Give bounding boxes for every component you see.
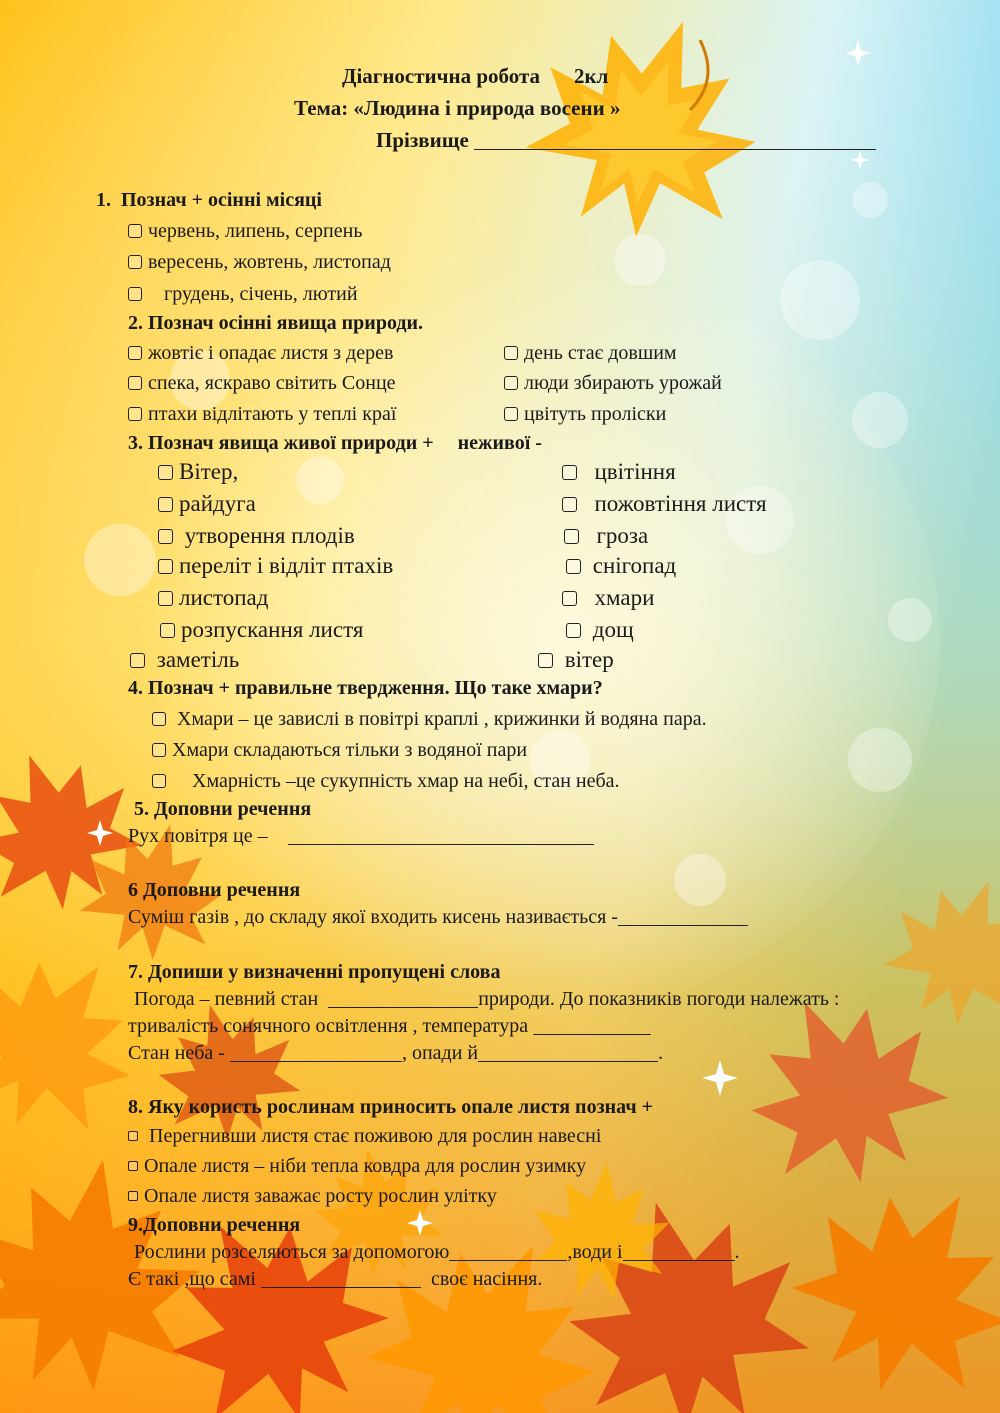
q2-checkbox[interactable] [504, 407, 518, 421]
q3-option [538, 648, 614, 671]
q9-blank-2[interactable] [623, 1242, 735, 1261]
q1-checkbox-2[interactable] [128, 255, 142, 269]
q8-title: 8. Яку користь рослинам приносить опале листя познач + [128, 1096, 654, 1118]
q7-line-2 [128, 1016, 651, 1036]
q9-text: Рослини розселяються за допомогою [134, 1241, 450, 1263]
q3-checkbox[interactable] [566, 623, 581, 638]
q7-text: природи. До показників погоди належать : [478, 988, 840, 1010]
q3-checkbox[interactable] [158, 591, 173, 606]
q4-option [152, 740, 527, 760]
grade-label: 2кл [574, 64, 609, 88]
q8-option [128, 1126, 601, 1146]
q3-option-label: переліт і відліт птахів [179, 553, 394, 578]
q6-title: 6 Доповни речення [128, 879, 301, 901]
q2-option [128, 343, 393, 363]
q9-blank-3[interactable] [261, 1269, 421, 1288]
q3-option [160, 618, 363, 641]
q7-line-3 [128, 1043, 663, 1063]
q2-option [504, 343, 677, 363]
q9-line-1 [134, 1242, 740, 1262]
q3-checkbox[interactable] [566, 559, 581, 574]
q3-option-label: пожовтіння листя [594, 491, 767, 516]
q4-option-label: Хмари – це завислі в повітрі краплі , крижинки й водяна пара. [177, 708, 707, 730]
q3-checkbox[interactable] [538, 653, 553, 668]
q2-option-label: птахи відлітають у теплі краї [148, 403, 397, 425]
q3-option [562, 586, 654, 609]
q3-title-live: 3. Познач явища живої природи + [128, 432, 434, 454]
q7-text: Погода – певний стан [134, 988, 319, 1010]
q1-text: Познач + осінні місяці [121, 189, 322, 211]
q3-option-label: хмари [594, 585, 655, 610]
q3-option [566, 618, 634, 641]
q4-option-label: Хмарність –це сукупність хмар на небі, стан неба. [192, 770, 620, 792]
doc-title: Діагностична робота [342, 64, 541, 88]
q2-option-label: день стає довшим [524, 342, 677, 364]
q2-option [504, 373, 722, 393]
q6-line [128, 907, 748, 927]
q5-text: Рух повітря це – [128, 825, 268, 847]
q7-blank-2[interactable] [533, 1016, 651, 1035]
q4-title: 4. Познач + правильне твердження. Що таке хмари? [128, 677, 603, 699]
q1-checkbox-3[interactable] [128, 287, 142, 301]
q2-checkbox[interactable] [128, 376, 142, 390]
q2-option-label: люди збирають урожай [524, 372, 722, 394]
q3-option-label: цвітіння [594, 459, 676, 484]
q4-option [152, 709, 707, 729]
q3-option-label: райдуга [179, 491, 256, 516]
q1-option [128, 284, 358, 304]
q3-option [158, 460, 238, 483]
q3-checkbox[interactable] [562, 591, 577, 606]
q6-text: Суміш газів , до складу якої входить кисень називається - [128, 906, 618, 928]
q1-option-label: вересень, жовтень, листопад [148, 251, 391, 273]
q8-checkbox[interactable] [128, 1191, 138, 1201]
q5-answer-field[interactable] [288, 826, 594, 845]
q3-option-label: Вітер, [179, 459, 239, 484]
q9-title: 9.Доповни речення [128, 1214, 301, 1236]
q8-option [128, 1186, 497, 1206]
q3-option-label: розпускання листя [181, 617, 364, 642]
q2-option [504, 404, 666, 424]
q3-checkbox[interactable] [562, 465, 577, 480]
doc-topic: Тема: «Людина і природа восени » [294, 96, 621, 120]
q1-option-label: червень, липень, серпень [148, 220, 363, 242]
q3-option-label: утворення плодів [184, 523, 355, 548]
q7-text: , опади й [401, 1042, 479, 1064]
q7-blank-1[interactable] [328, 989, 478, 1008]
q7-text: Стан неба - [128, 1042, 225, 1064]
q8-option-label: Перегнивши листя стає поживою для рослин навесні [149, 1125, 602, 1147]
q3-checkbox[interactable] [158, 529, 173, 544]
q2-checkbox[interactable] [128, 346, 142, 360]
q3-checkbox[interactable] [158, 465, 173, 480]
q3-option [562, 492, 767, 515]
q3-checkbox[interactable] [130, 653, 145, 668]
q9-line-2 [128, 1269, 542, 1289]
q1-title [96, 190, 322, 210]
q2-option-label: жовтіє і опадає листя з дерев [148, 342, 394, 364]
q2-title: 2. Познач осінні явища природи. [128, 312, 424, 334]
q3-option [158, 492, 256, 515]
q3-checkbox[interactable] [562, 497, 577, 512]
q3-checkbox[interactable] [160, 623, 175, 638]
q4-option-label: Хмари складаються тільки з водяної пари [172, 739, 528, 761]
surname-row [376, 130, 876, 151]
q3-option [158, 554, 393, 577]
q4-checkbox[interactable] [152, 743, 166, 757]
q5-title: 5. Доповни речення [134, 798, 312, 820]
q3-title [128, 433, 542, 453]
q3-checkbox[interactable] [564, 529, 579, 544]
q3-option [158, 524, 355, 547]
q3-option [564, 524, 648, 547]
q7-blank-4[interactable] [478, 1043, 658, 1062]
q9-text: ,води і [567, 1241, 623, 1263]
q1-option-label: грудень, січень, лютий [164, 283, 358, 305]
q1-option [128, 252, 391, 272]
q3-checkbox[interactable] [158, 497, 173, 512]
q3-option [130, 648, 239, 671]
q9-blank-1[interactable] [449, 1242, 567, 1261]
q2-checkbox[interactable] [128, 407, 142, 421]
q1-option [128, 221, 362, 241]
q5-line [128, 826, 594, 846]
q3-option-label: снігопад [592, 553, 677, 578]
q3-option-label: заметіль [156, 647, 240, 672]
q9-text: . [734, 1241, 740, 1263]
doc-title-line [342, 66, 608, 87]
surname-field[interactable] [474, 131, 876, 150]
q3-title-nonlive: неживої - [457, 432, 542, 454]
q7-line-1 [134, 989, 840, 1009]
q8-option [128, 1156, 586, 1176]
q9-text: своє насіння. [430, 1268, 543, 1290]
q2-option [128, 373, 396, 393]
q3-option-label: листопад [179, 585, 269, 610]
q1-checkbox-1[interactable] [128, 224, 142, 238]
q6-answer-field[interactable] [618, 907, 748, 926]
q3-option [566, 554, 676, 577]
q2-option-label: цвітуть проліски [524, 403, 667, 425]
q7-blank-3[interactable] [230, 1043, 402, 1062]
q2-option [128, 404, 396, 424]
q3-option [562, 460, 676, 483]
q3-option-label: дощ [592, 617, 634, 642]
q3-checkbox[interactable] [158, 559, 173, 574]
q2-option-label: спека, яскраво світить Сонце [148, 372, 396, 394]
q2-checkbox[interactable] [504, 346, 518, 360]
q8-checkbox[interactable] [128, 1161, 138, 1171]
q2-checkbox[interactable] [504, 376, 518, 390]
q4-checkbox[interactable] [152, 712, 166, 726]
surname-label: Прізвище [376, 128, 469, 152]
q1-number: 1. [96, 189, 111, 211]
q4-checkbox[interactable] [152, 774, 166, 788]
q3-option [158, 586, 268, 609]
q9-text: Є такі ,що самі [128, 1268, 256, 1290]
q7-title: 7. Допиши у визначенні пропущені слова [128, 961, 501, 983]
q3-option-label: гроза [596, 523, 649, 548]
q3-option-label: вітер [564, 647, 614, 672]
q7-text: тривалість сонячного освітлення , температура [128, 1015, 529, 1037]
q8-option-label: Опале листя заважає росту рослин улітку [144, 1185, 497, 1207]
q8-checkbox[interactable] [128, 1131, 138, 1141]
q7-text: . [658, 1042, 664, 1064]
q8-option-label: Опале листя – ніби тепла ковдра для рослин узимку [144, 1155, 587, 1177]
q4-option [152, 771, 620, 791]
